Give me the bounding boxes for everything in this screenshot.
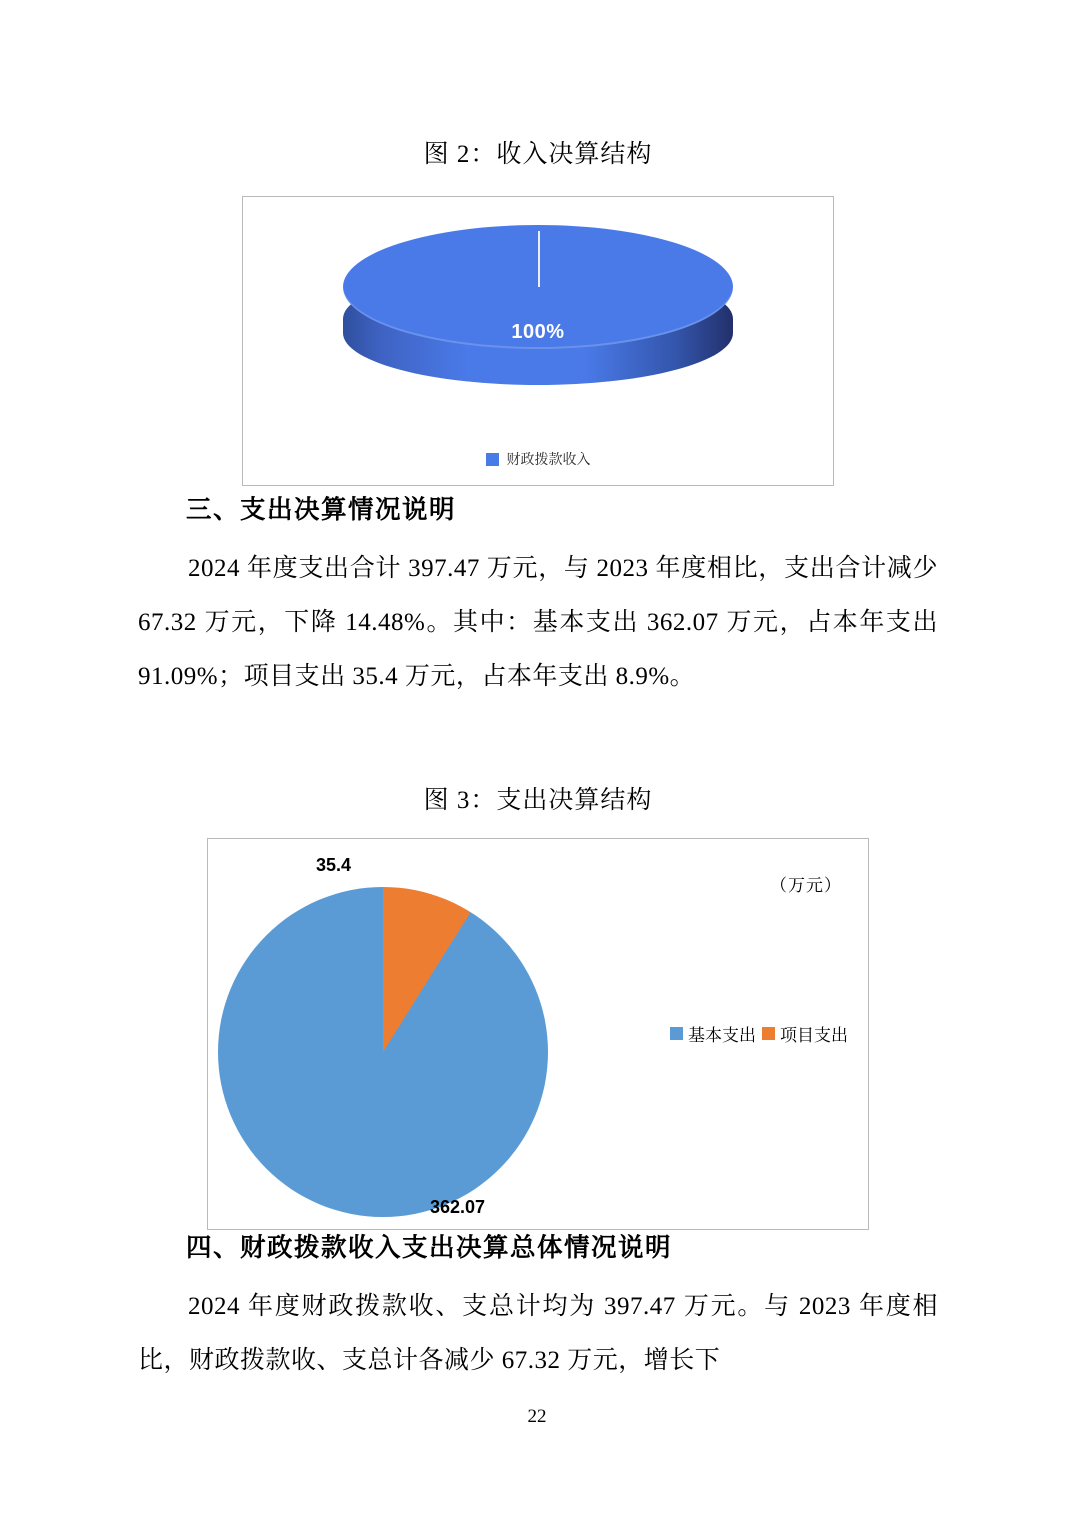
- legend-label-caizhengbokuan: 财政拨款收入: [506, 451, 591, 467]
- legend-swatch-icon-project: [762, 1027, 775, 1040]
- figure2-caption-block: [138, 134, 938, 170]
- figure3-block: [138, 824, 938, 1230]
- pie-label-project: 35.4: [316, 855, 352, 875]
- pie-label-basic: 362.07: [430, 1197, 486, 1217]
- section3-heading: 三、支出决算情况说明: [186, 496, 457, 524]
- expenditure-structure-chart: [207, 838, 869, 1230]
- section4-paragraph: 2024 年度财政拨款收、支总计均为 397.47 万元。与 2023 年度相比，财政拨款收、支总计各减少 67.32 万元，增长下: [138, 1293, 938, 1374]
- section3-paragraph-block: [138, 542, 938, 704]
- pie-3d-graphic: [343, 225, 733, 405]
- figure2-block: [138, 182, 938, 486]
- income-structure-chart: [242, 196, 834, 486]
- legend-item-project: [762, 1021, 848, 1046]
- page-content: [138, 0, 938, 1520]
- figure2-legend: [243, 449, 833, 469]
- pie-flat-graphic: [218, 887, 548, 1217]
- legend-swatch-icon: [486, 453, 499, 466]
- section3-heading-block: [138, 490, 938, 526]
- legend-label-project: 项目支出: [780, 1026, 848, 1045]
- legend-label-basic: 基本支出: [688, 1026, 756, 1045]
- figure3-caption: 图 3：支出决算结构: [423, 787, 653, 814]
- section4-heading-block: [138, 1228, 938, 1264]
- legend-swatch-icon-basic: [670, 1027, 683, 1040]
- figure2-caption: 图 2：收入决算结构: [423, 141, 653, 168]
- section3-paragraph: 2024 年度支出合计 397.47 万元，与 2023 年度相比，支出合计减少 67.32 万元，下降 14.48%。其中：基本支出 362.07 万元，占本年支出 91.09%；项目支出 35.4 万元，占本年支出 8.9%。: [138, 555, 938, 690]
- pie-unit-label: （万元）: [770, 876, 842, 895]
- page-number: 22: [527, 1406, 547, 1427]
- pie-3d-slice-divider: [538, 231, 540, 287]
- section4-heading: 四、财政拨款收入支出决算总体情况说明: [186, 1234, 673, 1262]
- figure3-caption-block: [138, 780, 938, 816]
- legend-item-basic: [670, 1021, 756, 1046]
- figure3-legend: [670, 1021, 848, 1046]
- pie-3d-data-label: 100%: [511, 321, 565, 343]
- section4-paragraph-block: [138, 1280, 938, 1388]
